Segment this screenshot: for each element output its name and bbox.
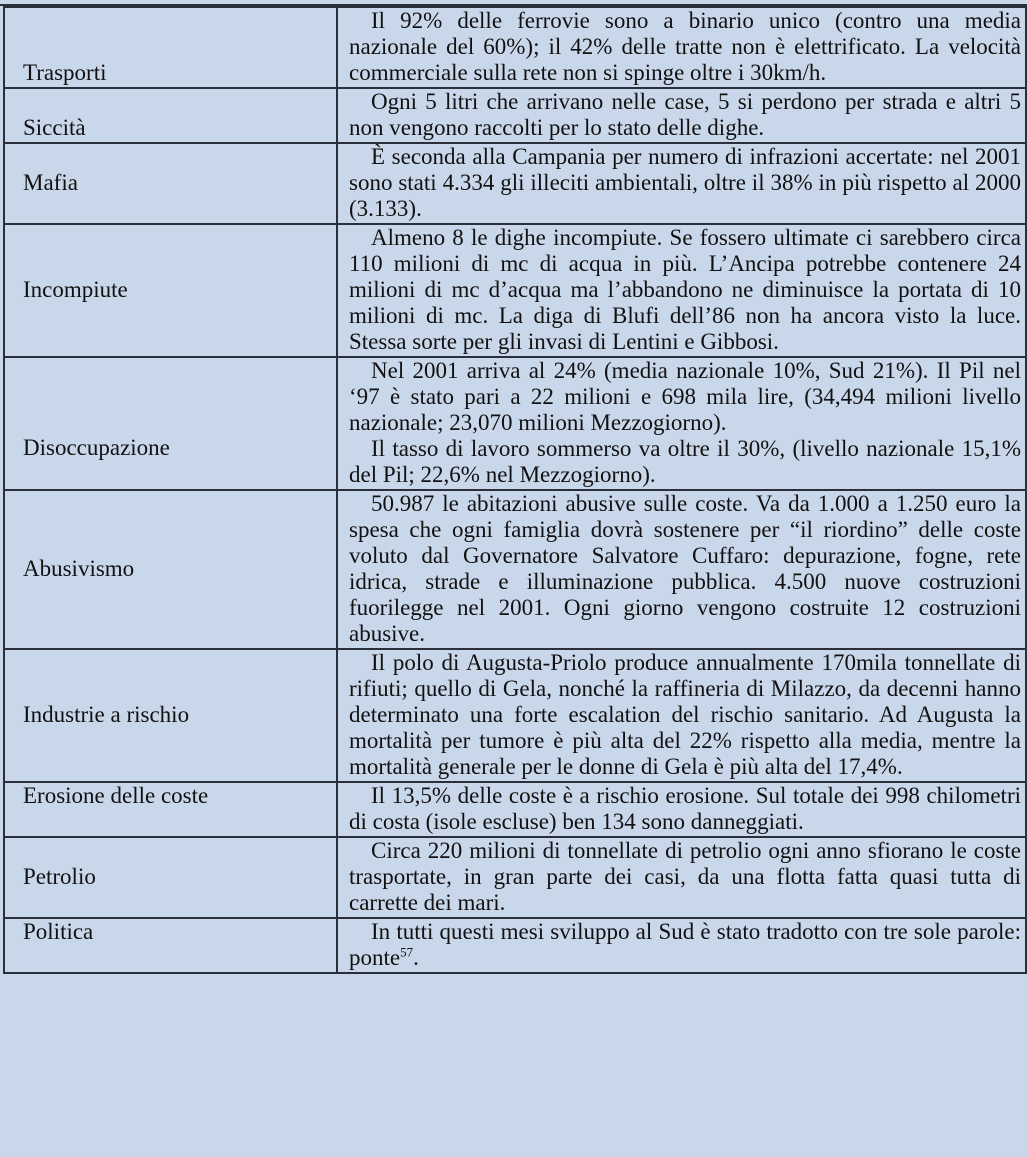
row-text <box>337 782 1026 837</box>
table-row <box>4 918 1026 973</box>
row-text <box>337 837 1026 918</box>
table-row <box>4 837 1026 918</box>
row-label: Siccità <box>4 88 337 143</box>
paragraph: Il tasso di lavoro sommerso va oltre il 30%, (livello nazionale 15,1% del Pil; 22,6% nel Mezzogiorno). <box>349 436 1021 487</box>
row-text <box>337 918 1026 973</box>
row-label: Petrolio <box>4 837 337 918</box>
data-table <box>3 6 1027 974</box>
table-row <box>4 224 1026 357</box>
paragraph <box>349 919 1021 971</box>
paragraph: È seconda alla Campania per numero di infrazioni accertate: nel 2001 sono stati 4.334 gli illeciti ambientali, oltre il 38% in più rispetto al 2000 (3.133). <box>349 144 1021 221</box>
row-label: Erosione delle coste <box>4 782 337 837</box>
table-row <box>4 7 1026 88</box>
row-label: Industrie a rischio <box>4 649 337 782</box>
table-row <box>4 143 1026 224</box>
paragraph: Il 92% delle ferrovie sono a binario unico (contro una media nazionale del 60%); il 42% delle tratte non è elettrificato. La velocità commerciale sulla rete non si spinge oltre i 30km/h. <box>349 8 1021 85</box>
row-label: Abusivismo <box>4 490 337 649</box>
paragraph: Il 13,5% delle coste è a rischio erosione. Sul totale dei 998 chilometri di costa (isole escluse) ben 134 sono danneggiati. <box>349 783 1021 834</box>
row-label: Trasporti <box>4 7 337 88</box>
paragraph-text: In tutti questi mesi sviluppo al Sud è stato tradotto con tre sole parole: ponte <box>349 919 1021 970</box>
table-row <box>4 357 1026 490</box>
paragraph: Il polo di Augusta-Priolo produce annualmente 170mila tonnellate di rifiuti; quello di Gela, nonché la raffineria di Milazzo, da decenni hanno determinato una forte escalation del rischio sanitario. Ad Augusta la mortalità per tumore è più alta del 22% rispetto alla media, mentre la mortalità generale per le donne di Gela è più alta del 17,4%. <box>349 650 1021 779</box>
row-text <box>337 88 1026 143</box>
row-text <box>337 490 1026 649</box>
paragraph: Circa 220 milioni di tonnellate di petrolio ogni anno sfiorano le coste trasportate, in gran parte dei casi, da una flotta fatta quasi tutta di carrette dei mari. <box>349 838 1021 915</box>
row-text <box>337 143 1026 224</box>
row-label: Incompiute <box>4 224 337 357</box>
row-label: Mafia <box>4 143 337 224</box>
row-label: Disoccupazione <box>4 357 337 490</box>
row-label: Politica <box>4 918 337 973</box>
table-row <box>4 490 1026 649</box>
row-text <box>337 224 1026 357</box>
table-row <box>4 782 1026 837</box>
footnote-ref[interactable]: 57 <box>400 944 414 960</box>
row-text <box>337 357 1026 490</box>
paragraph: Ogni 5 litri che arrivano nelle case, 5 si perdono per strada e altri 5 non vengono raccolti per lo stato delle dighe. <box>349 89 1021 140</box>
table-row <box>4 88 1026 143</box>
paragraph: 50.987 le abitazioni abusive sulle coste. Va da 1.000 a 1.250 euro la spesa che ogni famiglia dovrà sostenere per “il riordino” delle coste voluto dal Governatore Salvatore Cuffaro: depurazione, fogne, rete idrica, strade e illuminazione pubblica. 4.500 nuove costruzioni fuorilegge nel 2001. Ogni giorno vengono costruite 12 costruzioni abusive. <box>349 491 1021 646</box>
paragraph: Almeno 8 le dighe incompiute. Se fossero ultimate ci sarebbero circa 110 milioni di mc di acqua in più. L’Ancipa potrebbe contenere 24 milioni di mc d’acqua ma l’abbandono ne diminuisce la portata di 10 milioni di mc. La diga di Blufi dell’86 non ha ancora visto la luce. Stessa sorte per gli invasi di Lentini e Gibbosi. <box>349 225 1021 354</box>
row-text <box>337 7 1026 88</box>
table-row <box>4 649 1026 782</box>
paragraph-tail: . <box>413 945 419 970</box>
row-text <box>337 649 1026 782</box>
paragraph: Nel 2001 arriva al 24% (media nazionale 10%, Sud 21%). Il Pil nel ‘97 è stato pari a 22 milioni e 698 mila lire, (34,494 milioni livello nazionale; 23,070 milioni Mezzogiorno). <box>349 358 1021 435</box>
